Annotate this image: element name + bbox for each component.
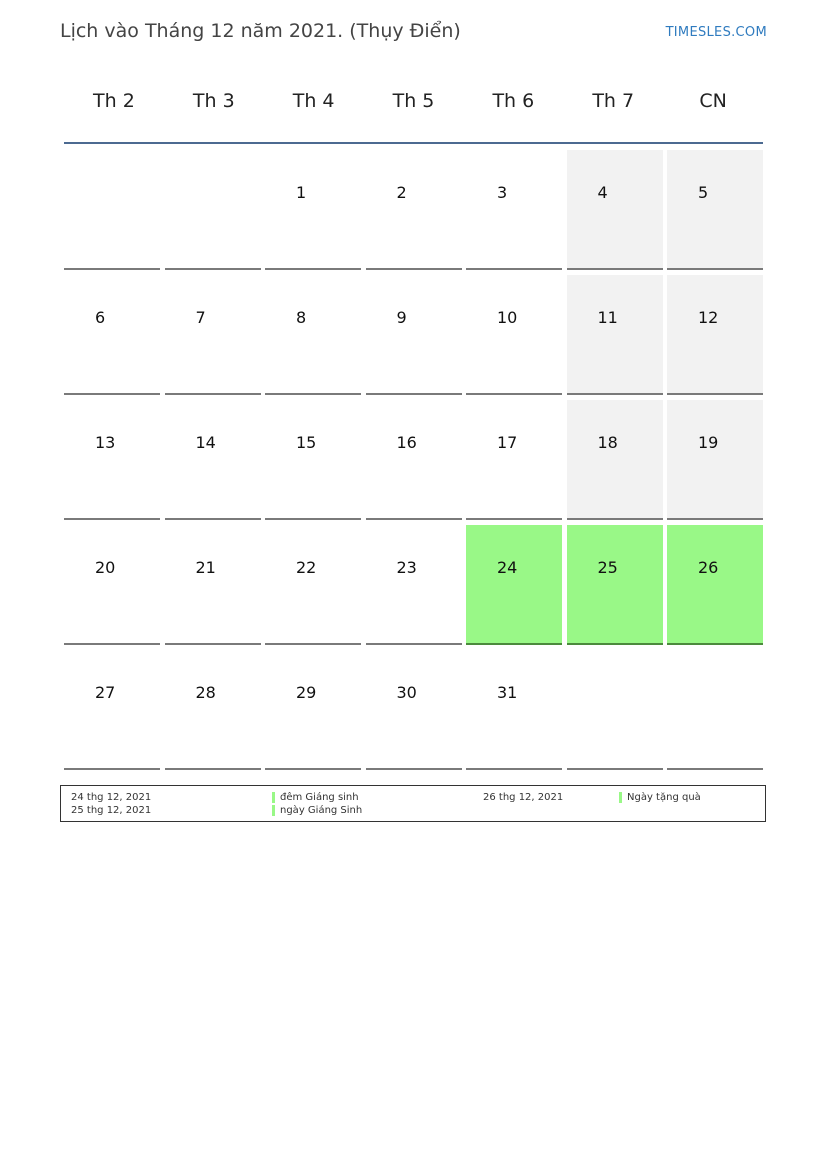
day-number: 14 bbox=[195, 433, 216, 452]
legend-holiday-2: ngày Giáng Sinh bbox=[272, 805, 362, 816]
day-number: 12 bbox=[698, 308, 719, 327]
day-number: 15 bbox=[296, 433, 317, 452]
day-number: 22 bbox=[296, 558, 317, 577]
day-number: 10 bbox=[497, 308, 518, 327]
calendar-day-16[interactable] bbox=[366, 400, 462, 520]
weekday-wednesday: Th 4 bbox=[292, 90, 335, 112]
calendar-day-26[interactable] bbox=[667, 525, 763, 645]
calendar-day-13[interactable] bbox=[64, 400, 160, 520]
calendar-empty-cell bbox=[64, 150, 160, 270]
day-number: 9 bbox=[396, 308, 407, 327]
calendar-empty-cell bbox=[567, 650, 663, 770]
page-title: Lịch vào Tháng 12 năm 2021. (Thụy Điển) bbox=[60, 20, 461, 42]
calendar-day-1[interactable] bbox=[265, 150, 361, 270]
weekday-thursday: Th 5 bbox=[392, 90, 435, 112]
day-number: 20 bbox=[95, 558, 116, 577]
legend-date-3: 26 thg 12, 2021 bbox=[483, 792, 564, 803]
calendar-day-5[interactable] bbox=[667, 150, 763, 270]
day-number: 21 bbox=[195, 558, 216, 577]
calendar-empty-cell bbox=[667, 650, 763, 770]
day-number: 16 bbox=[396, 433, 417, 452]
calendar-day-22[interactable] bbox=[265, 525, 361, 645]
day-number: 18 bbox=[597, 433, 618, 452]
day-number: 26 bbox=[698, 558, 719, 577]
calendar-day-7[interactable] bbox=[165, 275, 261, 395]
legend-date-1: 24 thg 12, 2021 bbox=[71, 792, 152, 803]
calendar-day-15[interactable] bbox=[265, 400, 361, 520]
day-number: 8 bbox=[296, 308, 307, 327]
calendar-day-30[interactable] bbox=[366, 650, 462, 770]
calendar-day-18[interactable] bbox=[567, 400, 663, 520]
calendar-empty-cell bbox=[165, 150, 261, 270]
calendar-day-9[interactable] bbox=[366, 275, 462, 395]
day-number: 3 bbox=[497, 183, 508, 202]
legend-holiday-1: đêm Giáng sinh bbox=[272, 792, 359, 803]
calendar-day-25[interactable] bbox=[567, 525, 663, 645]
calendar-day-31[interactable] bbox=[466, 650, 562, 770]
calendar-day-21[interactable] bbox=[165, 525, 261, 645]
day-number: 23 bbox=[396, 558, 417, 577]
legend-holiday-3: Ngày tặng quà bbox=[619, 792, 701, 803]
calendar-day-29[interactable] bbox=[265, 650, 361, 770]
day-number: 5 bbox=[698, 183, 709, 202]
day-number: 31 bbox=[497, 683, 518, 702]
weekday-sunday: CN bbox=[699, 90, 727, 112]
day-number: 30 bbox=[396, 683, 417, 702]
weekday-monday: Th 2 bbox=[93, 90, 135, 112]
calendar-day-6[interactable] bbox=[64, 275, 160, 395]
calendar-day-28[interactable] bbox=[165, 650, 261, 770]
day-number: 29 bbox=[296, 683, 317, 702]
day-number: 1 bbox=[296, 183, 307, 202]
calendar-day-3[interactable] bbox=[466, 150, 562, 270]
calendar-day-8[interactable] bbox=[265, 275, 361, 395]
day-number: 6 bbox=[95, 308, 106, 327]
day-number: 4 bbox=[597, 183, 608, 202]
calendar-grid bbox=[64, 150, 763, 770]
day-number: 17 bbox=[497, 433, 518, 452]
weekday-header-row bbox=[64, 90, 763, 118]
day-number: 24 bbox=[497, 558, 518, 577]
holiday-legend bbox=[60, 785, 766, 822]
day-number: 7 bbox=[195, 308, 206, 327]
calendar-day-10[interactable] bbox=[466, 275, 562, 395]
calendar-day-11[interactable] bbox=[567, 275, 663, 395]
calendar-day-12[interactable] bbox=[667, 275, 763, 395]
calendar-day-4[interactable] bbox=[567, 150, 663, 270]
calendar-day-23[interactable] bbox=[366, 525, 462, 645]
calendar-day-19[interactable] bbox=[667, 400, 763, 520]
calendar-day-2[interactable] bbox=[366, 150, 462, 270]
calendar-day-14[interactable] bbox=[165, 400, 261, 520]
legend-date-2: 25 thg 12, 2021 bbox=[71, 805, 152, 816]
day-number: 2 bbox=[396, 183, 407, 202]
day-number: 25 bbox=[597, 558, 618, 577]
calendar-day-17[interactable] bbox=[466, 400, 562, 520]
day-number: 27 bbox=[95, 683, 116, 702]
calendar-day-24[interactable] bbox=[466, 525, 562, 645]
weekday-saturday: Th 7 bbox=[592, 90, 635, 112]
weekday-tuesday: Th 3 bbox=[192, 90, 235, 112]
day-number: 13 bbox=[95, 433, 116, 452]
calendar-day-27[interactable] bbox=[64, 650, 160, 770]
brand-link[interactable]: TIMESLES.COM bbox=[665, 25, 767, 40]
header-divider bbox=[64, 142, 763, 144]
day-number: 19 bbox=[698, 433, 719, 452]
day-number: 28 bbox=[195, 683, 216, 702]
calendar-day-20[interactable] bbox=[64, 525, 160, 645]
day-number: 11 bbox=[597, 308, 618, 327]
weekday-friday: Th 6 bbox=[492, 90, 535, 112]
